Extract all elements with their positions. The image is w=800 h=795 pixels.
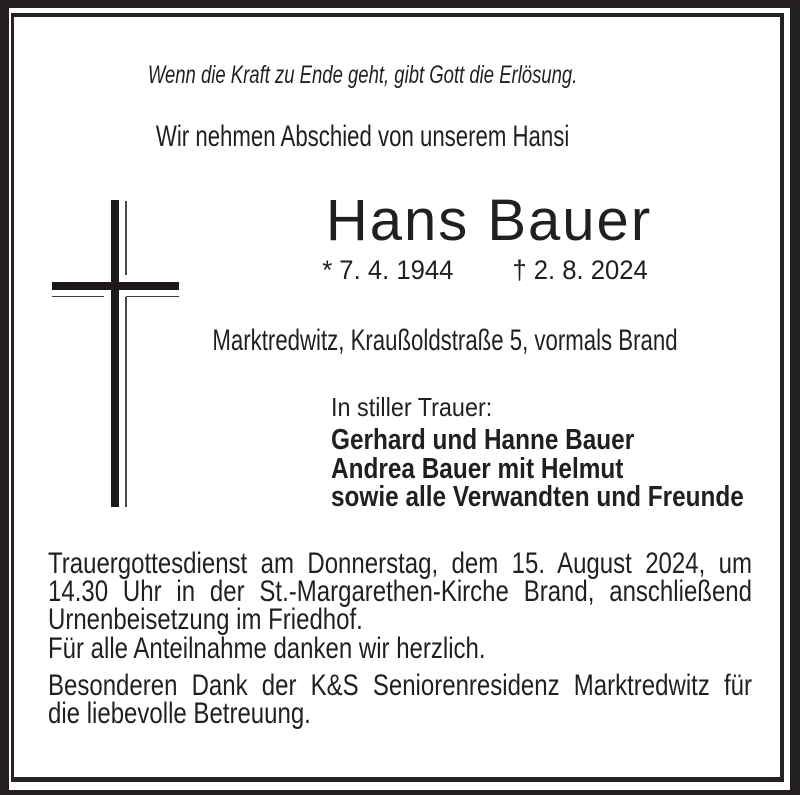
service-info	[48, 547, 752, 636]
death-date: † 2. 8. 2024	[512, 255, 648, 285]
service-line: 14.30 Uhr in der St.-Margarethen-Kirche Brand, anschließend	[48, 575, 752, 608]
thanks-line: Für alle Anteilnahme danken wir herzlich.	[48, 632, 486, 665]
mourner-line: Andrea Bauer mit Helmut	[331, 452, 624, 485]
mourners-intro: In stiller Trauer:	[331, 392, 493, 422]
special-thanks	[48, 669, 752, 730]
service-line: Trauergottesdienst am Donnerstag, dem 15. August 2024, um	[48, 547, 752, 580]
deceased-name: Hans Bauer	[325, 188, 653, 253]
farewell-line: Wir nehmen Abschied von unserem Hansi	[155, 120, 570, 153]
service-line: Urnenbeisetzung im Friedhof.	[48, 603, 363, 636]
mourners-list	[331, 426, 800, 512]
memorial-cross-icon	[52, 200, 179, 507]
birth-date: * 7. 4. 1944	[322, 255, 454, 285]
cross-vertical-bar	[111, 200, 119, 507]
cross-horizontal-bar	[52, 282, 179, 290]
address-line: Marktredwitz, Kraußoldstraße 5, vormals Brand	[212, 324, 678, 357]
notice-details	[48, 547, 752, 730]
epigraph: Wenn die Kraft zu Ende geht, gibt Gott die Erlösung.	[147, 61, 578, 89]
cross-shadow-line	[52, 296, 104, 298]
cross-shadow-line	[125, 297, 127, 507]
mourner-line: Gerhard und Hanne Bauer	[331, 424, 635, 456]
special-thanks-line: Besonderen Dank der K&S Seniorenresidenz Marktredwitz für	[48, 669, 752, 702]
mourner-line: sowie alle Verwandten und Freunde	[331, 481, 744, 513]
special-thanks-line: die liebevolle Betreuung.	[48, 697, 311, 730]
cross-shadow-line	[126, 296, 179, 298]
life-dates	[295, 257, 675, 284]
cross-shadow-line	[125, 201, 127, 275]
